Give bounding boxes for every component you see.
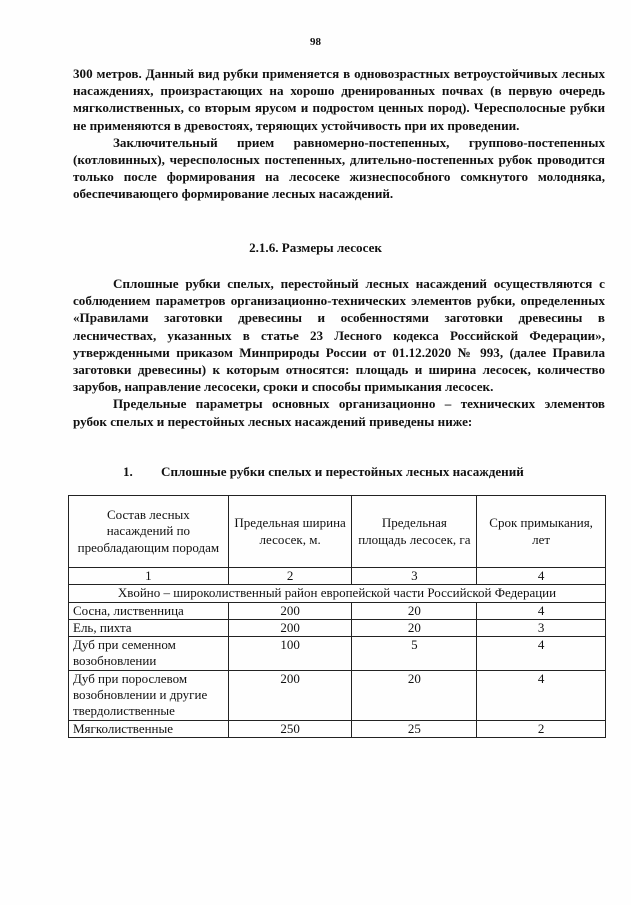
cutting-parameters-table <box>68 495 606 738</box>
column-number-row <box>69 568 606 585</box>
paragraph-limit-parameters: Предельные параметры основных организационно – технических элементов рубок спелых и перестойных лесных насаждений приведены ниже: <box>73 396 605 429</box>
adjacency-cell: 3 <box>477 619 606 636</box>
bottom-text-block <box>73 275 605 430</box>
header-composition: Состав лесных насаждений по преобладающим породам <box>69 496 229 568</box>
species-cell: Дуб при порослевом возобновлении и другие твердолиственные <box>69 670 229 720</box>
column-number: 1 <box>69 568 229 585</box>
width-cell: 200 <box>228 670 352 720</box>
table-row <box>69 720 606 737</box>
table-row <box>69 670 606 720</box>
width-cell: 200 <box>228 602 352 619</box>
table-title-text: Сплошные рубки спелых и перестойных лесных насаждений <box>161 464 524 479</box>
table-number: 1. <box>123 464 133 479</box>
table-row <box>69 637 606 671</box>
species-cell: Дуб при семенном возобновлении <box>69 637 229 671</box>
width-cell: 250 <box>228 720 352 737</box>
paragraph-clear-cuttings: Сплошные рубки спелых, перестойный лесных насаждений осуществляются с соблюдением параметров организационно-технических элементов рубки, определенных «Правилами заготовки древесины и особенностями заготовки древесины в лесничествах, указанных в статье 23 Лесного кодекса Российской Федерации», утвержденными приказом Минприроды России от 01.12.2020 № 993, (далее Правила заготовки древесины) к которым относятся: площадь и ширина лесосек, количество зарубов, направление лесосеки, сроки и способы примыкания лесосек. <box>73 276 605 395</box>
header-adjacency: Срок примыкания, лет <box>477 496 606 568</box>
width-cell: 100 <box>228 637 352 671</box>
table-header-row <box>69 496 606 568</box>
area-cell: 20 <box>352 619 477 636</box>
table-row <box>69 602 606 619</box>
paragraph-final-stage: Заключительный прием равномерно-постепенных, группово-постепенных (котловинных), чересполосных постепенных, длительно-постепенных рубок проводится только после формирования на лесосеке жизнеспособного сомкнутого молодняка, обеспечивающего формирование лесных насаждений. <box>73 134 605 202</box>
adjacency-cell: 4 <box>477 670 606 720</box>
table-row <box>69 619 606 636</box>
species-cell: Мягколиственные <box>69 720 229 737</box>
area-cell: 20 <box>352 602 477 619</box>
paragraph-continuation: 300 метров. Данный вид рубки применяется в одновозрастных ветроустойчивых лесных насаждениях, произрастающих на хорошо дренированных почвах (в первую очередь мягколиственных, со вторым ярусом и подростом ценных пород). Чересполосные рубки не применяются в древостоях, теряющих устойчивость при их проведении. <box>73 66 605 133</box>
column-number: 2 <box>228 568 352 585</box>
adjacency-cell: 2 <box>477 720 606 737</box>
species-cell: Сосна, лиственница <box>69 602 229 619</box>
adjacency-cell: 4 <box>477 602 606 619</box>
width-cell: 200 <box>228 619 352 636</box>
area-cell: 25 <box>352 720 477 737</box>
species-cell: Ель, пихта <box>69 619 229 636</box>
area-cell: 5 <box>352 637 477 671</box>
top-text-block <box>73 65 605 203</box>
column-number: 3 <box>352 568 477 585</box>
area-cell: 20 <box>352 670 477 720</box>
page-number: 98 <box>310 36 321 48</box>
adjacency-cell: 4 <box>477 637 606 671</box>
section-heading: 2.1.6. Размеры лесосек <box>249 240 382 255</box>
table-title <box>123 464 524 480</box>
column-number: 4 <box>477 568 606 585</box>
region-row <box>69 585 606 602</box>
header-area: Предельная площадь лесосек, га <box>352 496 477 568</box>
region-label: Хвойно – широколиственный район европейской части Российской Федерации <box>69 585 606 602</box>
header-width: Предельная ширина лесосек, м. <box>228 496 352 568</box>
